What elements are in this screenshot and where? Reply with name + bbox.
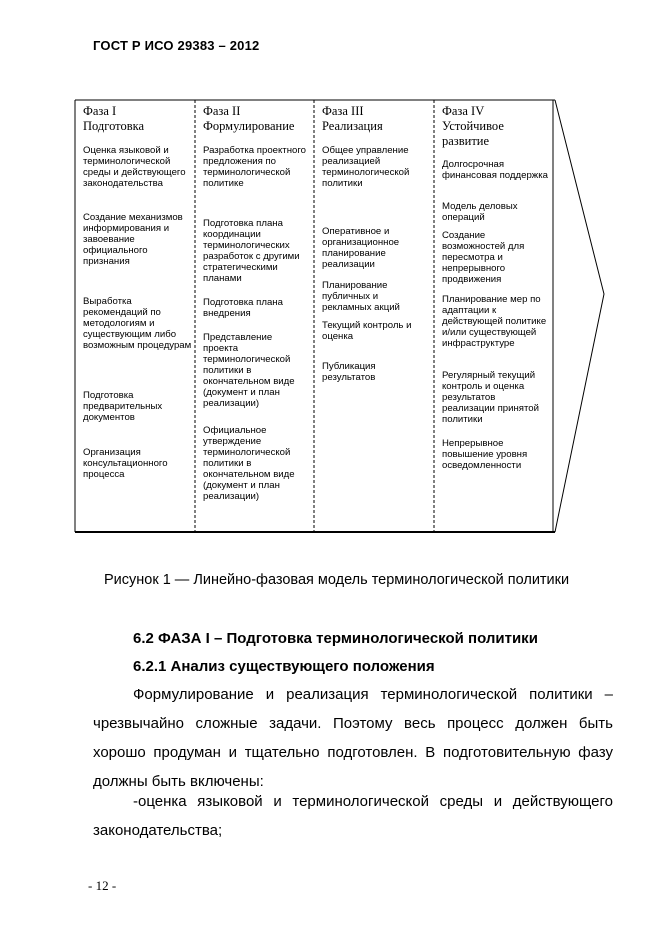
- phase-3-item: Оперативное и организационное планирование реализации: [322, 226, 400, 270]
- body-paragraph: Формулирование и реализация терминологической политики – чрезвычайно сложные задачи. Поэтому весь процесс должен быть хорошо продуман и тщательно подготовлен. В подготовительную фазу должны быть включены:: [93, 686, 613, 790]
- phase-4-column: [442, 104, 550, 149]
- arrow-head: [555, 100, 604, 532]
- phase-3-subtitle: Реализация: [322, 119, 383, 133]
- phase-4-item: Долгосрочная финансовая поддержка: [442, 159, 548, 181]
- phase-2-item: Подготовка плана координации терминологических разработок с другими стратегическими планами: [203, 218, 300, 284]
- phase-1-item: Создание механизмов информирования и завоевание официального признания: [83, 212, 183, 267]
- body-paragraph: -оценка языковой и терминологической среды и действующего законодательства;: [93, 793, 613, 839]
- phase-3-item: Общее управление реализацией терминологической политики: [322, 145, 410, 189]
- phase-3-column: [322, 104, 430, 134]
- phase-1-item: Оценка языковой и терминологической среды и действующего законодательства: [83, 145, 186, 189]
- phase-3-item: Публикация результатов: [322, 361, 376, 383]
- phase-4-item: Непрерывное повышение уровня осведомленности: [442, 438, 528, 471]
- phase-2-item: Разработка проектного предложения по терминологической политике: [203, 145, 306, 189]
- phase-2-item: Представление проекта терминологической политики в окончательном виде (документ и план реализации): [203, 332, 295, 409]
- phase-1-subtitle: Подготовка: [83, 119, 145, 133]
- document-header: ГОСТ Р ИСО 29383 – 2012: [93, 38, 260, 53]
- page-number: - 12 -: [88, 878, 117, 893]
- phase-1-item: Организация консультационного процесса: [83, 447, 168, 480]
- phase-2-subtitle: Формулирование: [203, 119, 295, 133]
- phase-4-item: Планирование мер по адаптации к действующей политике и/или существующей инфраструктуре: [442, 294, 547, 349]
- phase-1-column: [83, 104, 191, 134]
- phase-3-item: Планирование публичных и рекламных акций: [322, 280, 400, 313]
- phase-3-title: Фаза III: [322, 104, 364, 118]
- phase-2-item: Подготовка плана внедрения: [203, 297, 283, 319]
- phase-4-item: Создание возможностей для пересмотра и непрерывного продвижения: [442, 230, 525, 285]
- phase-4-item: Модель деловых операций: [442, 201, 518, 223]
- subsection-heading: 6.2.1 Анализ существующего положения: [133, 658, 435, 675]
- phase-3-item: Текущий контроль и оценка: [322, 320, 412, 342]
- phase-2-title: Фаза II: [203, 104, 241, 118]
- section-heading: 6.2 ФАЗА I – Подготовка терминологической политики: [133, 630, 538, 647]
- figure-caption: Рисунок 1 — Линейно-фазовая модель терминологической политики: [104, 572, 570, 588]
- phase-1-item: Выработка рекомендаций по методологиям и существующим либо возможным процедурам: [83, 296, 192, 351]
- phase-2-item: Официальное утверждение терминологической политики в окончательном виде (документ и план реализации): [203, 425, 295, 502]
- phase-1-title: Фаза I: [83, 104, 117, 118]
- phase-1-item: Подготовка предварительных документов: [83, 390, 163, 423]
- phase-2-column: [203, 104, 311, 134]
- phase-4-item: Регулярный текущий контроль и оценка результатов реализации принятой политики: [442, 370, 539, 425]
- phase-4-title: Фаза IV: [442, 104, 485, 118]
- phase-4-subtitle: Устойчивое развитие: [442, 119, 504, 148]
